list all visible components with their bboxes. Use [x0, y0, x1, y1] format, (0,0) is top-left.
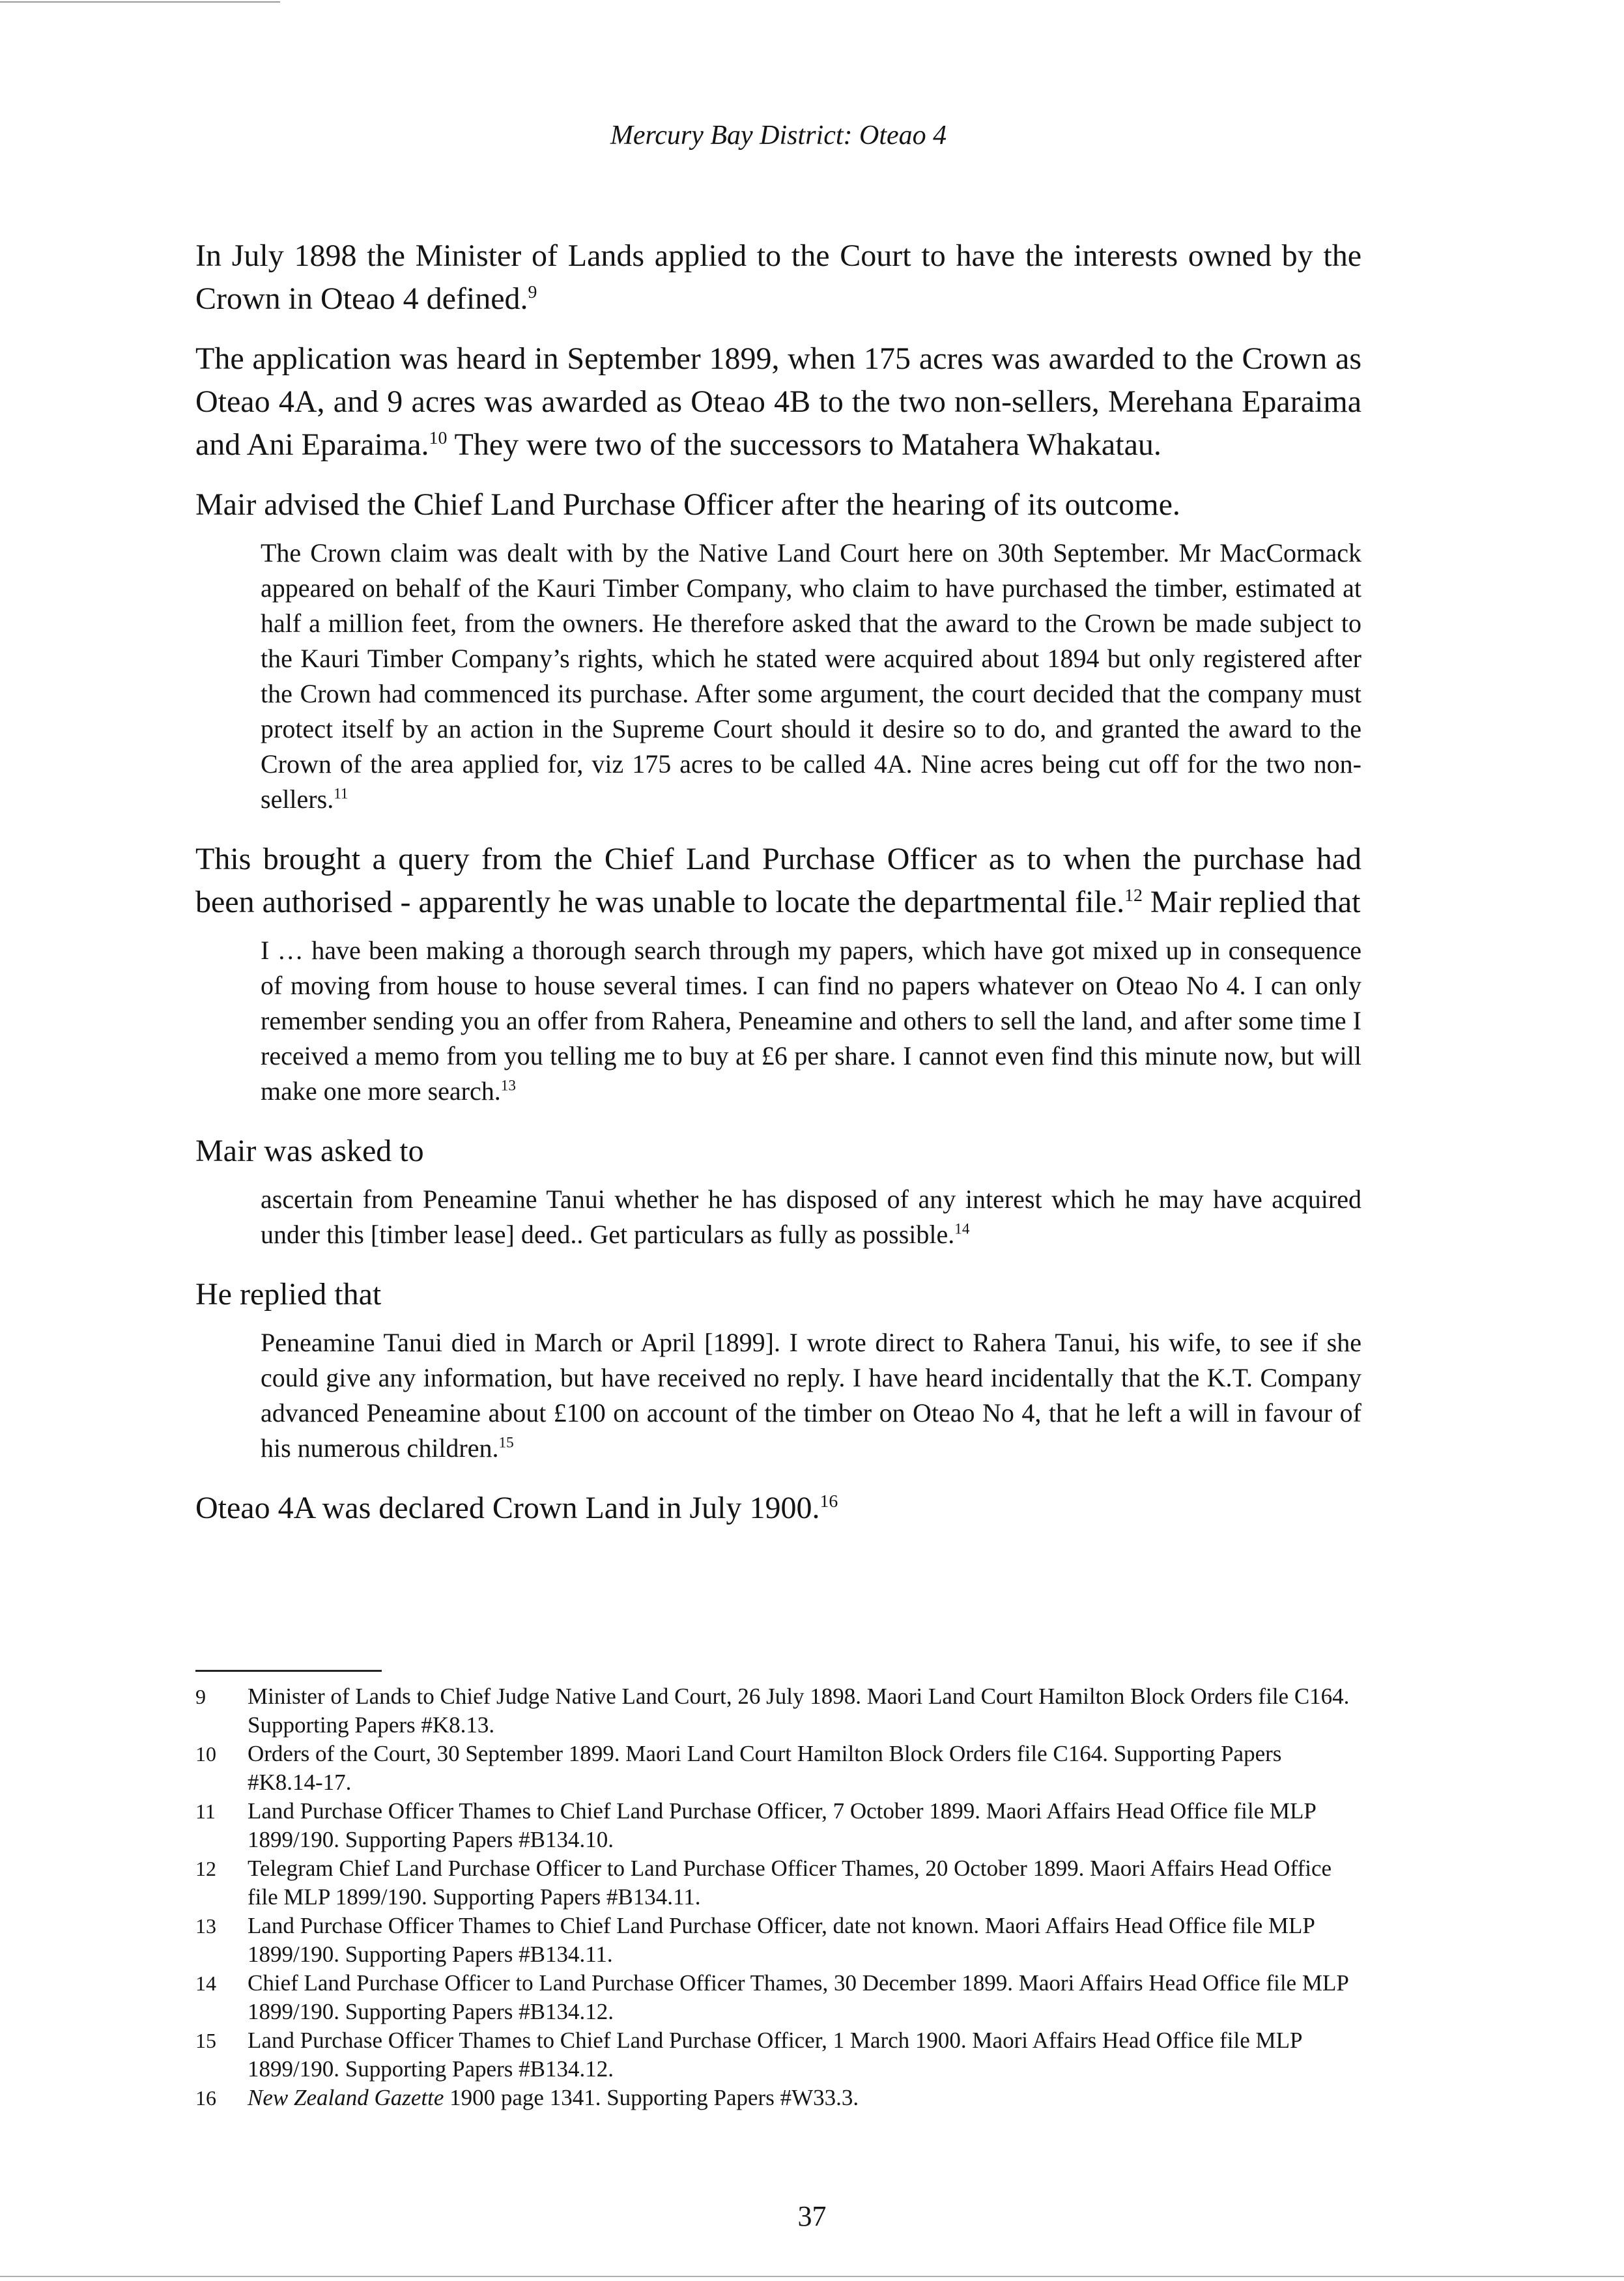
page-number: 37: [797, 2200, 827, 2232]
paragraph: [195, 838, 1361, 924]
paragraph-text: Mair replied that: [1142, 885, 1361, 919]
footnote-text: [248, 2084, 1361, 2112]
footnote-ref: 12: [1124, 885, 1143, 906]
paragraph-text: They were two of the successors to Matahera Whakatau.: [447, 427, 1161, 462]
footnote-number: 11: [195, 1800, 216, 1823]
paragraph: [195, 1487, 1361, 1530]
paragraph-text: In July 1898 the Minister of Lands applied to the Court to have the interests owned by the Crown in Oteao 4 defined.: [195, 238, 1361, 316]
paragraph: [195, 337, 1361, 466]
paragraph: [195, 483, 1361, 526]
paragraph-text: Mair was asked to: [195, 1134, 424, 1168]
footnote-divider: [195, 1670, 382, 1672]
footnote-text: Land Purchase Officer Thames to Chief Land Purchase Officer, date not known. Maori Affairs Head Office file MLP 1899/190. Supporting Papers #B134.11.: [248, 1913, 1315, 1967]
footnote-number: 13: [195, 1914, 216, 1938]
footnote: [195, 1969, 1361, 2026]
paragraph: [195, 235, 1361, 321]
paragraph-text: The application was heard in September 1899, when 175 acres was awarded to the Crown as Oteao 4A, and 9 acres was awarded as Oteao 4B to the two non-sellers, Merehana Eparaima and Ani Eparaima.: [195, 341, 1361, 462]
footnote-text: Minister of Lands to Chief Judge Native Land Court, 26 July 1898. Maori Land Court Hamilton Block Orders file C164. Supporting Papers #K8.13.: [248, 1684, 1350, 1738]
block-quote: [261, 933, 1361, 1109]
footnote: [195, 2084, 1361, 2112]
footnote-number: 16: [195, 2086, 216, 2110]
scan-edge-top: [0, 1, 280, 3]
footnote: [195, 1797, 1361, 1854]
footnote-ref: 15: [498, 1434, 514, 1452]
body-text: [195, 235, 1361, 1547]
footnote-number: 12: [195, 1857, 216, 1880]
footnote-text: Land Purchase Officer Thames to Chief Land Purchase Officer, 7 October 1899. Maori Affairs Head Office file MLP 1899/190. Supporting Papers #B134.10.: [248, 1798, 1316, 1852]
footnote-ref: 16: [819, 1491, 838, 1512]
block-quote: [261, 1182, 1361, 1252]
footnote-text: Telegram Chief Land Purchase Officer to Land Purchase Officer Thames, 20 October 1899. Maori Affairs Head Office file MLP 1899/190. Supporting Papers #B134.11.: [248, 1856, 1332, 1910]
quote-text: ascertain from Peneamine Tanui whether he has disposed of any interest which he may have acquired under this [timber lease] deed.. Get particulars as fully as possible.: [261, 1184, 1361, 1249]
footnote-text: Land Purchase Officer Thames to Chief Land Purchase Officer, 1 March 1900. Maori Affairs Head Office file MLP 1899/190. Supporting Papers #B134.12.: [248, 2028, 1302, 2082]
footnote: [195, 1682, 1361, 1740]
footnotes: [195, 1682, 1361, 2112]
paragraph-text: Oteao 4A was declared Crown Land in July 1900.: [195, 1491, 820, 1525]
paragraph: [195, 1273, 1361, 1316]
paragraph-text: This brought a query from the Chief Land Purchase Officer as to when the purchase had been authorised - apparently he was unable to locate the departmental file.: [195, 842, 1361, 919]
footnote: [195, 2026, 1361, 2084]
footnote-number: 15: [195, 2029, 216, 2052]
scan-edge-bottom: [0, 2276, 1624, 2277]
paragraph: [195, 1130, 1361, 1173]
footnote-text: Orders of the Court, 30 September 1899. Maori Land Court Hamilton Block Orders file C164. Supporting Papers #K8.14-17.: [248, 1741, 1282, 1795]
paragraph-text: He replied that: [195, 1277, 382, 1312]
footnote-ref: 14: [954, 1220, 970, 1238]
footnote-detail: 1900 page 1341. Supporting Papers #W33.3.: [444, 2085, 859, 2110]
footnote: [195, 1854, 1361, 1912]
quote-text: The Crown claim was dealt with by the Native Land Court here on 30th September. Mr MacCormack appeared on behalf of the Kauri Timber Company, who claim to have purchased the timber, estimated at half a million feet, from the owners. He therefore asked that the award to the Crown be made subject to the Kauri Timber Company’s rights, which he stated were acquired about 1894 but only registered after the Crown had commenced its purchase. After some argument, the court decided that the company must protect itself by an action in the Supreme Court should it desire so to do, and granted the award to the Crown of the area applied for, viz 175 acres to be called 4A. Nine acres being cut off for the two non-sellers.: [261, 538, 1361, 814]
paragraph-text: Mair advised the Chief Land Purchase Officer after the hearing of its outcome.: [195, 487, 1180, 522]
footnote-number: 9: [195, 1685, 206, 1708]
footnote: [195, 1912, 1361, 1969]
footnote-number: 14: [195, 1972, 216, 1995]
footnote-ref: 9: [528, 282, 537, 302]
publication-title: New Zealand Gazette: [248, 2085, 444, 2110]
footnote-ref: 10: [429, 428, 448, 448]
footnote: [195, 1740, 1361, 1797]
running-header: Mercury Bay District: Oteao 4: [610, 121, 947, 151]
block-quote: [261, 536, 1361, 817]
block-quote: [261, 1325, 1361, 1466]
quote-text: Peneamine Tanui died in March or April [1899]. I wrote direct to Rahera Tanui, his wife, to see if she could give any information, but have received no reply. I have heard incidentally that the K.T. Company advanced Peneamine about £100 on account of the timber on Oteao No 4, that he left a will in favour of his numerous children.: [261, 1328, 1361, 1463]
footnote-ref: 11: [334, 785, 349, 803]
footnote-ref: 13: [500, 1077, 516, 1095]
footnote-number: 10: [195, 1742, 216, 1766]
quote-text: I … have been making a thorough search through my papers, which have got mixed up in consequence of moving from house to house several times. I can find no papers whatever on Oteao No 4. I can only remember sending you an offer from Rahera, Peneamine and others to sell the land, and after some time I received a memo from you telling me to buy at £6 per share. I cannot even find this minute now, but will make one more search.: [261, 936, 1361, 1106]
footnote-text: Chief Land Purchase Officer to Land Purchase Officer Thames, 30 December 1899. Maori Affairs Head Office file MLP 1899/190. Supporting Papers #B134.12.: [248, 1970, 1348, 2024]
